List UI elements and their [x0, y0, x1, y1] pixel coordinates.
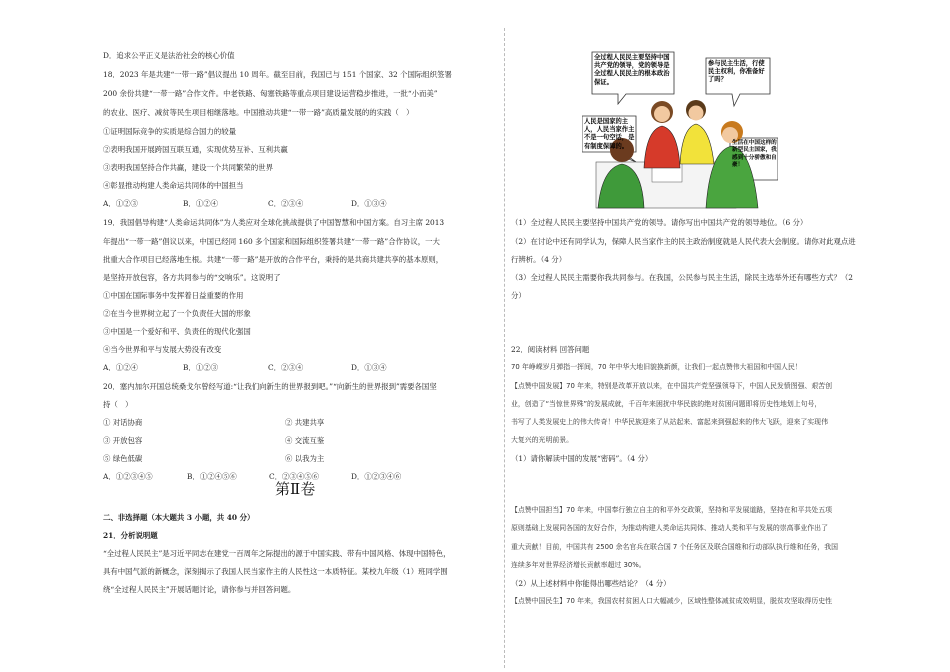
q19-option-c[interactable]: C．②③④	[268, 363, 304, 372]
q18-statement: ①证明国际竞争的实质是综合国力的较量	[103, 127, 237, 136]
q22-intro: 70 年峥嵘岁月弹指一挥间，70 年中华大地旧貌换新颜，让我们一起点赞伟大祖国和中国人民！	[511, 363, 802, 371]
q18-statement: ②表明我国开展跨国互联互通，实现优势互补、互利共赢	[103, 145, 288, 154]
discussion-illustration	[582, 50, 778, 210]
q17-option-d: D．追求公平正义是法治社会的核心价值	[103, 51, 235, 60]
q18-statement: ③表明我国坚持合作共赢，建设一个共同繁荣的世界	[103, 163, 273, 172]
q21-subquestion: 分）	[511, 291, 526, 300]
q19-stem-line: 19．我国倡导构建“人类命运共同体”为人类应对全球化挑战提供了中国智慧和中国方案。自习主席 2013	[103, 218, 445, 227]
q22-para-line: 重大贡献！目前，中国共有 2500 余名官兵在联合国 7 个任务区及联合国维和行动部队执行维和任务，我国	[511, 543, 838, 551]
q18-option-d[interactable]: D．①③④	[351, 199, 387, 208]
q21-title: 21．分析说明题	[103, 531, 158, 540]
q19-statement: ②在当今世界树立起了一个负责任大国的形象	[103, 309, 251, 318]
q21-text-line: 具有中国气派的新概念，深刻揭示了我国人民当家作主的人民性这一本质特征。某校九年级（1）班同学围	[103, 567, 448, 576]
q20-stem-line: 持（ ）	[103, 400, 133, 409]
bubble-text: 生活在中国这样的新型民主国家，我感到十分骄傲和自豪！	[732, 140, 777, 168]
q18-option-b[interactable]: B．①②④	[183, 199, 218, 208]
q19-statement: ④当今世界和平与发展大势没有改变	[103, 345, 222, 354]
q22-subquestion: （1）请你解读中国的发展“密码”。（4 分）	[511, 454, 653, 463]
q19-statement: ①中国在国际事务中发挥着日益重要的作用	[103, 291, 244, 300]
q20-option-c[interactable]: C．②③④⑤⑥	[269, 472, 319, 481]
q22-para-line: 书写了人类发展史上的伟大传奇！中华民族迎来了从站起来、富起来到强起来的伟大飞跃，迎来了实现伟	[511, 418, 828, 426]
q22-para-line: 【点赞中国民生】70 年来，我国农村贫困人口大幅减少，区域性整体减贫成效明显，脱贫攻坚取得历史性	[511, 597, 833, 605]
q22-para-line: 原则基础上发展同各国的友好合作，为推动构建人类命运共同体、推动人类和平与发展的崇高事业作出了	[511, 524, 828, 532]
q21-text-line: 绕“全过程人民民主”开展话题讨论，请你参与并回答问题。	[103, 585, 296, 594]
q19-option-b[interactable]: B．①②③	[183, 363, 218, 372]
q20-statement: ⑥ 以我为主	[285, 454, 325, 463]
volume-title: 第Ⅱ卷	[275, 480, 316, 498]
q22-para-line: 业，创造了“当惊世界殊”的发展成就，千百年来困扰中华民族的绝对贫困问题即将历史性地划上句号，	[511, 400, 822, 408]
q22-title: 22．阅读材料 回答问题	[511, 345, 590, 354]
q20-stem-line: 20．塞内加尔开国总统桑戈尔曾经写道:“让我们向新生的世界报到吧。”“向新生的世界报到”需要各国坚	[103, 382, 437, 391]
q18-option-a[interactable]: A．①②③	[103, 199, 138, 208]
q20-option-a[interactable]: A．①②③④⑤	[103, 472, 153, 481]
q20-option-b[interactable]: B．①②④⑤⑥	[187, 472, 237, 481]
q20-option-d[interactable]: D．①②③④⑥	[351, 472, 402, 481]
q20-statement: ① 对话协商	[103, 418, 143, 427]
bubble-text: 人民是国家的主人，人民当家作主不是一句空话，是有制度保障的。	[584, 118, 635, 150]
q20-statement: ② 共建共享	[285, 418, 325, 427]
q21-subquestion: （2）在讨论中还有同学认为，保障人民当家作主的民主政治制度就是人民代表大会制度。请你对此观点进	[511, 237, 856, 246]
bubble-text: 全过程人民民主要坚持中国共产党的领导，党的领导是全过程人民民主的根本政治保证。	[594, 54, 670, 86]
q19-stem-line: 年提出“一带一路”倡议以来，中国已经同 160 多个国家和国际组织签署共建“一带一路”合作协议，一大	[103, 237, 440, 246]
q18-stem-line: 18．2023 年是共建“一带一路”倡议提出 10 周年。截至目前，我国已与 151 个国家、32 个国际组织签署	[103, 70, 452, 79]
q18-statement: ④彰显推动构建人类命运共同体的中国担当	[103, 181, 244, 190]
q21-subquestion: 行辨析。（4 分）	[511, 255, 567, 264]
q22-subquestion: （2）从上述材料中你能得出哪些结论？（4 分）	[511, 579, 671, 588]
bubble-text: 参与民主生活，行使民主权利，你准备好了吗？	[708, 60, 765, 84]
q22-para-line: 【点赞中国发展】70 年来，特别是改革开放以来，在中国共产党坚强领导下，中国人民发愤图强、艰苦创	[511, 382, 833, 390]
column-divider	[504, 28, 505, 668]
q22-para-line: 大复兴的光明前景。	[511, 436, 574, 444]
q21-subquestion: （3）全过程人民民主需要你我共同参与。在我国，公民参与民主生活，除民主选举外还有哪些方式？（2	[511, 273, 853, 282]
q19-option-d[interactable]: D．①③④	[351, 363, 387, 372]
q20-statement: ③ 开放包容	[103, 436, 143, 445]
section-title: 二、非选择题（本大题共 3 小题，共 40 分）	[103, 513, 255, 522]
q18-stem-line: 200 余份共建“一带一路”合作文件。中老铁路、匈塞铁路等重点项目建设运营稳步推进，一批“小而美”	[103, 89, 438, 98]
q20-statement: ④ 交流互鉴	[285, 436, 325, 445]
q18-option-c[interactable]: C．②③④	[268, 199, 304, 208]
q22-para-line: 【点赞中国担当】70 年来，中国奉行独立自主的和平外交政策，坚持和平发展道路，坚持在和平共处五项	[511, 506, 833, 514]
q19-stem-line: 批重大合作项目已经落地生根。共建“一带一路”是开放的合作平台，秉持的是共商共建共享的基本原则，	[103, 255, 444, 264]
q20-statement: ⑤ 绿色低碳	[103, 454, 143, 463]
q22-para-line: 连续多年对世界经济增长贡献率超过 30%。	[511, 561, 646, 569]
q19-statement: ③中国是一个爱好和平、负责任的现代化强国	[103, 327, 251, 336]
q19-stem-line: 是坚持开放包容，各方共同参与的“交响乐”。这说明了	[103, 273, 281, 282]
q21-text-line: “全过程人民民主”是习近平同志在建党一百周年之际提出的源于中国实践、带有中国风格、体现中国特色，	[103, 549, 451, 558]
q21-subquestion: （1）全过程人民民主要坚持中国共产党的领导。请你写出中国共产党的领导地位。（6 分）	[511, 218, 808, 227]
q19-option-a[interactable]: A．①②④	[103, 363, 138, 372]
q18-stem-line: 的农业、医疗、减贫等民生项目相继落地。中国推动共建“一带一路”高质量发展的的实践（ ）	[103, 108, 414, 117]
